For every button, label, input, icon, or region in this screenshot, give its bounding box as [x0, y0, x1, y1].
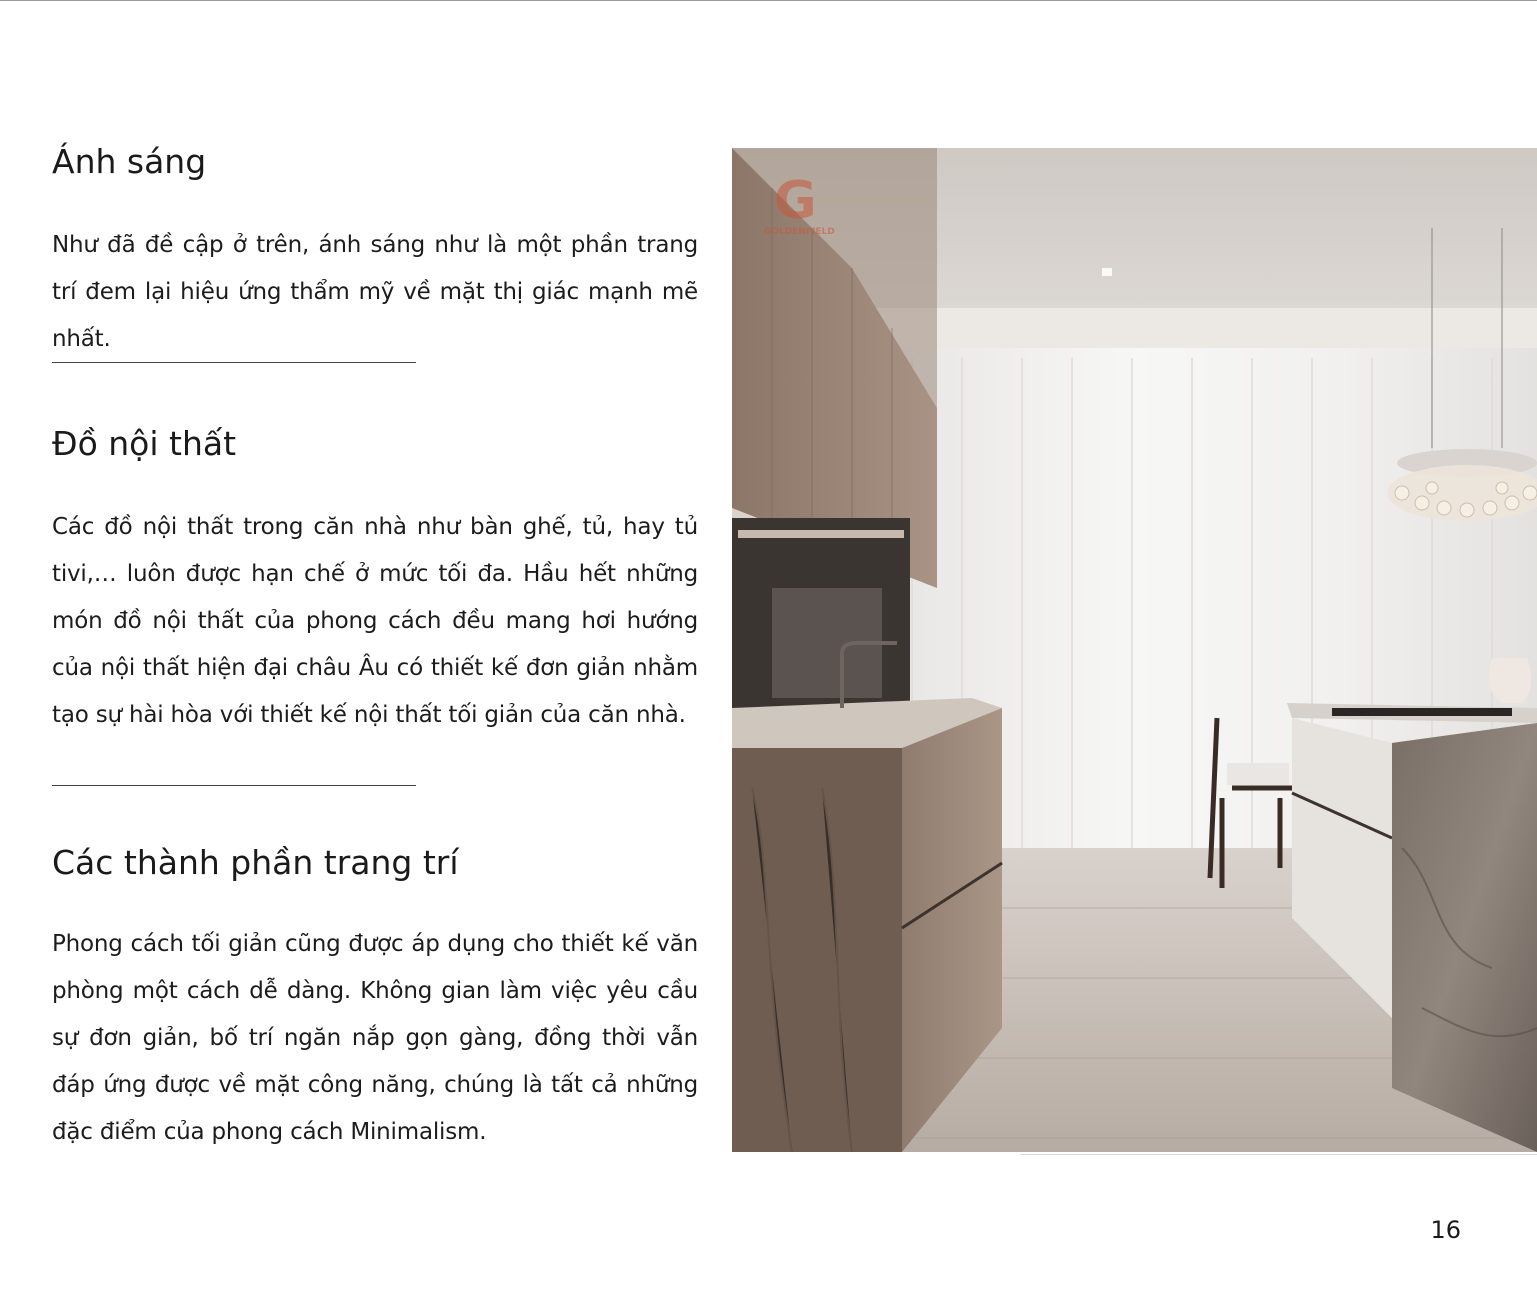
kitchen-interior-photo	[732, 148, 1537, 1152]
section-heading-lighting: Ánh sáng	[52, 142, 207, 181]
page-number: 16	[1430, 1216, 1461, 1244]
section-body-furniture: Các đồ nội thất trong căn nhà như bàn ghế, tủ, hay tủ tivi,… luôn được hạn chế ở mức tối đa. Hầu hết những món đồ nội thất của phong cách đều mang hơi hướng của nội thất hiện đại châu Âu có thiết kế đơn giản nhằm tạo sự hài hòa với thiết kế nội thất tối giản của căn nhà.	[52, 514, 698, 728]
section-body-decor: Phong cách tối giản cũng được áp dụng cho thiết kế văn phòng một cách dễ dàng. Không gian làm việc yêu cầu sự đơn giản, bố trí ngăn nắp gọn gàng, đồng thời vẫn đáp ứng được về mặt công năng, chúng là tất cả những đặc điểm của phong cách Minimalism.	[52, 931, 698, 1145]
section-heading-decor: Các thành phần trang trí	[52, 843, 459, 882]
top-rule	[0, 0, 1537, 1]
section-body-lighting: Như đã đề cập ở trên, ánh sáng như là một phần trang trí đem lại hiệu ứng thẩm mỹ về mặt thị giác mạnh mẽ nhất.	[52, 232, 698, 352]
svg-text:G: G	[774, 171, 817, 231]
section-divider	[52, 785, 416, 786]
bottom-rule	[1020, 1154, 1537, 1155]
section-heading-furniture: Đồ nội thất	[52, 424, 237, 463]
watermark-text: GOLDENFIELD	[764, 227, 835, 237]
section-divider	[52, 362, 416, 363]
